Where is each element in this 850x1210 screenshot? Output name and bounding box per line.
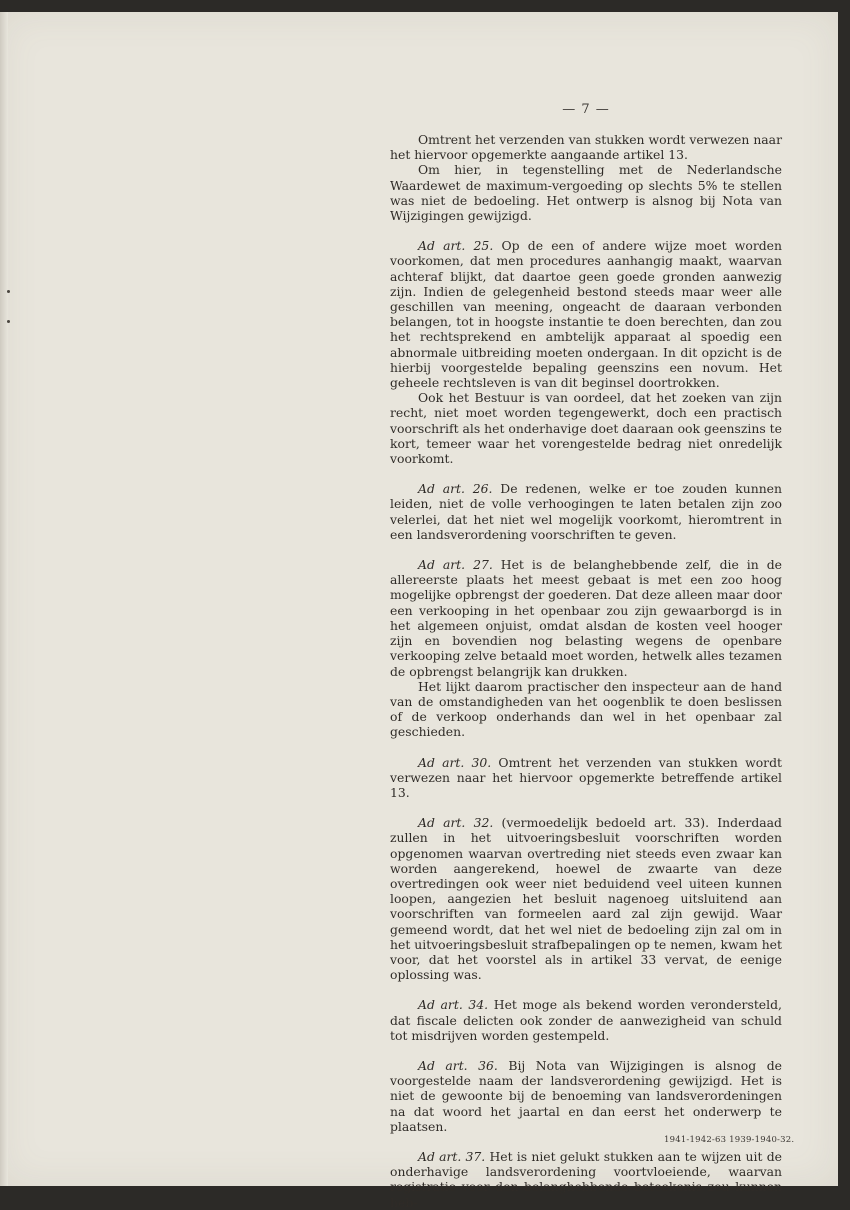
paragraph	[390, 132, 782, 162]
paragraph-text: Omtrent het verzenden van stukken wordt verwezen naar het hiervoor opgemerkte betreffende artikel 13.	[390, 754, 782, 800]
article-ref: Ad art. 36.	[418, 1057, 498, 1073]
paragraph	[390, 755, 782, 801]
article-ref: Ad art. 27.	[418, 557, 493, 573]
paragraph-text: Omtrent het verzenden van stukken wordt verwezen naar het hiervoor opgemerkte aangaande artikel 13.	[390, 132, 782, 163]
paragraph-text: Op de een of andere wijze moet worden voorkomen, dat men procedures aanhangig maakt, waarvan achteraf blijkt, dat daartoe geen goede gronden aanwezig zijn. Indien de gelegenheid bestond steeds maar weer alle geschillen van meening, ongeacht de daaraan verbonden belangen, tot in hoogste instantie te doen berechten, dan zou het rechtsprekend en ambtelijk apparaat al spoedig een abnormale uitbreiding moeten ondergaan. In dit opzicht is de hierbij voorgestelde bepaling geenszins een novum. Het geheele rechtsleven is van dit beginsel doortrokken.	[390, 238, 782, 391]
paragraph-text: (vermoedelijk bedoeld art. 33). Inderdaad zullen in het uitvoeringsbesluit voorschriften worden opgenomen waarvan overtreding niet steeds even zwaar kan worden aangerekend, hoewel de zwaarte van deze overtredingen ook weer niet beduidend veel uiteen kunnen loopen, aangezien het besluit nagenoeg uitsluitend aan voorschriften van formeelen aard zal zijn gewijd. Waar gemeend wordt, dat het wel niet de bedoeling zijn zal om in het uitvoeringsbesluit strafbepalingen op te nemen, kwam het voor, dat het voorstel als in artikel 33 vervat, de eenige oplossing was.	[390, 815, 782, 983]
paragraph-text: Ook het Bestuur is van oordeel, dat het zoeken van zijn recht, niet moet worden tegengewerkt, doch een practisch voorschrift als het onderhavige doet daaraan ook geenszins te kort, temeer waar het vorengestelde bedrag niet onredelijk voorkomt.	[390, 390, 782, 467]
article-ref: Ad art. 32.	[418, 815, 494, 831]
article-ref: Ad art. 25.	[418, 238, 494, 254]
paragraph-text: Het moge als bekend worden verondersteld, dat fiscale delicten ook zonder de aanwezigheid van schuld tot misdrijven worden gestempeld.	[390, 997, 782, 1043]
paragraph	[390, 162, 782, 223]
article-ref: Ad art. 30.	[418, 754, 492, 770]
footer-reference-code: 1941-1942-63 1939-1940-32.	[664, 1135, 795, 1145]
paragraph	[390, 238, 782, 390]
paragraph	[390, 1149, 782, 1210]
paragraph-text: Bij Nota van Wijzigingen is alsnog de voorgestelde naam der landsverordening gewijzigd. Het is niet de gewoonte bij de benoeming van landsverordeningen na dat woord het jaartal en dan eerst het onderwerp te plaatsen.	[390, 1057, 782, 1134]
paragraph	[390, 679, 782, 740]
paragraph-text: Het lijkt daarom practischer den inspecteur aan de hand van de omstandigheden van het oogenblik te doen beslissen of de verkoop onderhands dan wel in het openbaar zal geschieden.	[390, 678, 782, 740]
article-ref: Ad art. 37.	[418, 1148, 486, 1164]
margin-mark	[7, 320, 10, 323]
page-number: — 7 —	[562, 102, 610, 117]
paragraph	[390, 815, 782, 982]
paragraph-text: Het is niet gelukt stukken aan te wijzen uit de onderhavige landsverordening voortvloeiende, waarvan registratie voor den belanghebbende beteekenis zou kunnen heb-	[390, 1148, 782, 1210]
paragraph	[390, 481, 782, 542]
paragraph	[390, 1058, 782, 1134]
paragraph	[390, 557, 782, 679]
text-column	[390, 132, 782, 1210]
paragraph-text: De redenen, welke er toe zouden kunnen leiden, niet de volle verhoogingen te laten betalen zijn zoo velerlei, dat het niet wel mogelijk voorkomt, hieromtrent in een landsverordening voorschriften te geven.	[390, 481, 782, 542]
article-ref: Ad art. 26.	[418, 481, 493, 497]
paragraph	[390, 390, 782, 466]
margin-mark	[7, 290, 10, 293]
paragraph-text: Om hier, in tegenstelling met de Nederlandsche Waardewet de maximum-vergoeding op slechts 5% te stellen was niet de bedoeling. Het ontwerp is alsnog bij Nota van Wijzigingen gewijzigd.	[390, 162, 782, 224]
paragraph-text: Het is de belanghebbende zelf, die in de allereerste plaats het meest gebaat is met een zoo hoog mogelijke opbrengst der goederen. Dat deze alleen maar door een verkooping in het openbaar zou zijn gewaarborgd is in het algemeen onjuist, omdat alsdan de kosten veel hooger zijn en bovendien nog belasting wegens de openbare verkooping zelve betaald moet worden, hetwelk alles tezamen de opbrengst belangrijk kan drukken.	[390, 557, 782, 679]
page-fold-shadow	[0, 12, 8, 1186]
article-ref: Ad art. 34.	[418, 997, 489, 1013]
paragraph	[390, 997, 782, 1043]
